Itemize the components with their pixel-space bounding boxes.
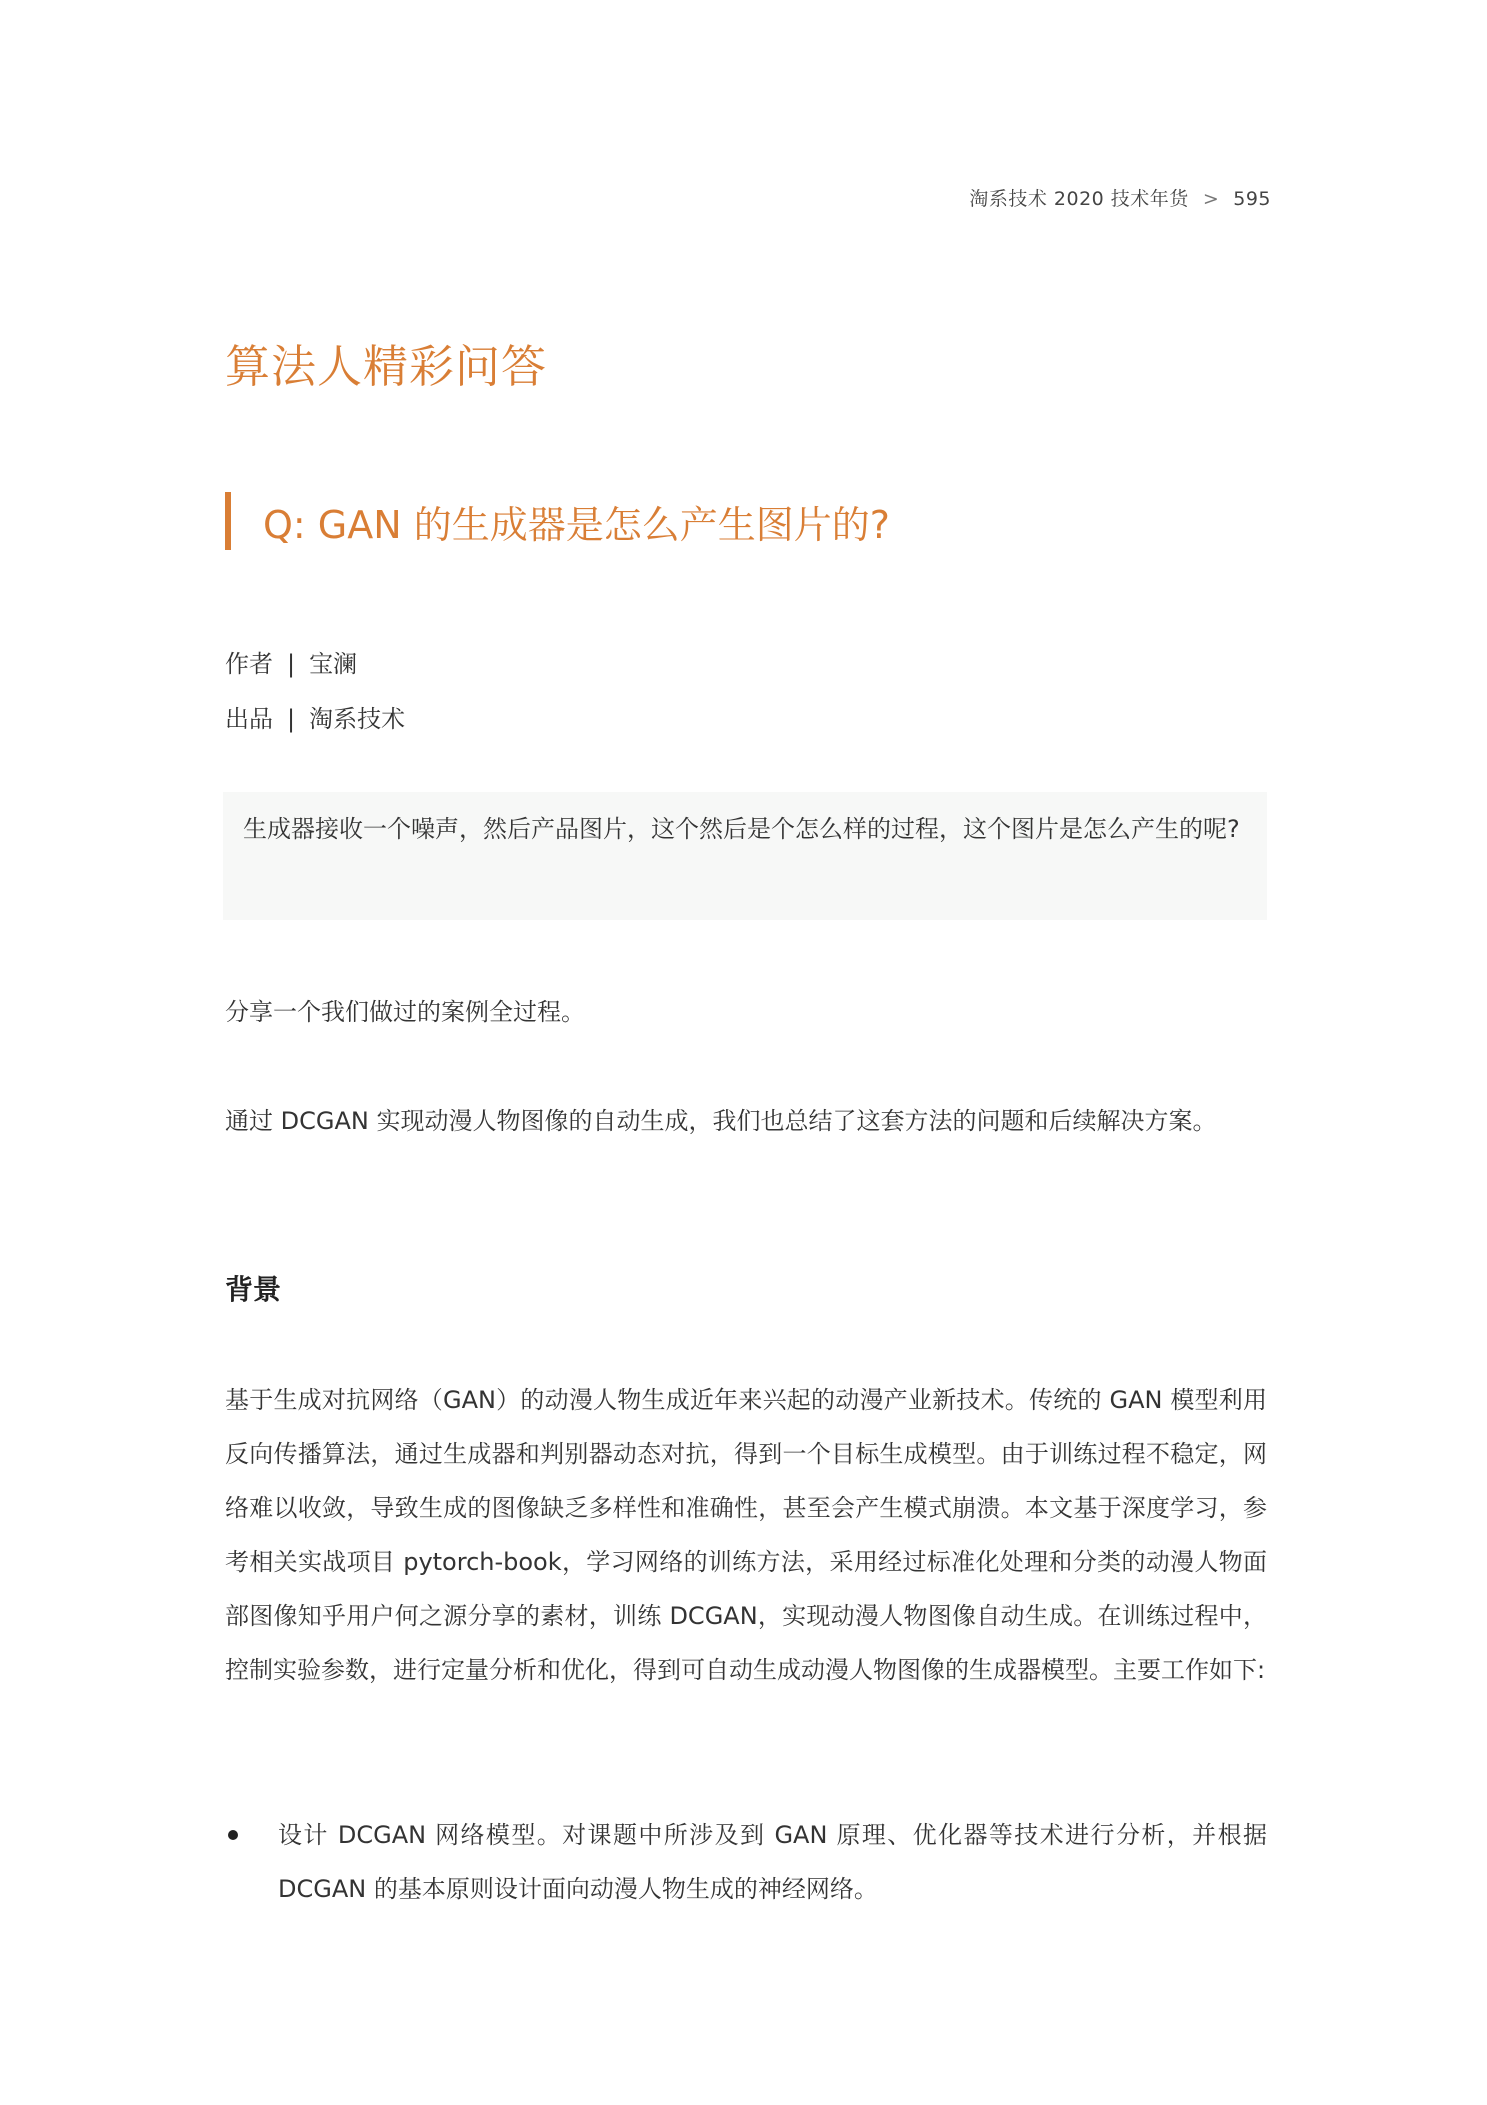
publisher-name: 淘系技术 xyxy=(309,705,406,733)
publisher-pipe: | xyxy=(287,705,296,733)
work-list xyxy=(225,1808,1267,1916)
bullet-icon xyxy=(228,1830,238,1840)
author-pipe: | xyxy=(287,650,296,678)
intro-paragraph: 分享一个我们做过的案例全过程。 xyxy=(225,998,585,1026)
question-title: Q: GAN 的生成器是怎么产生图片的? xyxy=(263,502,890,547)
running-header xyxy=(969,184,1271,211)
list-item xyxy=(225,1808,1267,1916)
question-block xyxy=(225,492,890,550)
publisher-label: 出品 xyxy=(225,705,273,733)
header-separator: > xyxy=(1202,188,1220,210)
page-number: 595 xyxy=(1233,188,1271,210)
book-title: 淘系技术 2020 技术年货 xyxy=(969,188,1189,210)
section-title: 算法人精彩问答 xyxy=(225,340,548,393)
author-name: 宝澜 xyxy=(309,650,358,678)
list-item-text: 设计 DCGAN 网络模型。对课题中所涉及到 GAN 原理、优化器等技术进行分析，并根据 DCGAN 的基本原则设计面向动漫人物生成的神经网络。 xyxy=(278,1821,1267,1903)
background-paragraph: 基于生成对抗网络（GAN）的动漫人物生成近年来兴起的动漫产业新技术。传统的 GAN 模型利用反向传播算法，通过生成器和判别器动态对抗，得到一个目标生成模型。由于训练过程不稳定，网络难以收敛，导致生成的图像缺乏多样性和准确性，甚至会产生模式崩溃。本文基于深度学习，参考相关实战项目 pytorch-book，学习网络的训练方法，采用经过标准化处理和分类的动漫人物面部图像知乎用户何之源分享的素材，训练 DCGAN，实现动漫人物图像自动生成。在训练过程中，控制实验参数，进行定量分析和优化，得到可自动生成动漫人物图像的生成器模型。主要工作如下: xyxy=(225,1386,1267,1684)
publisher-line xyxy=(225,699,405,734)
author-line xyxy=(225,644,357,679)
accent-bar xyxy=(225,492,231,550)
question-quote: 生成器接收一个噪声，然后产品图片，这个然后是个怎么样的过程，这个图片是怎么产生的呢? xyxy=(223,792,1267,920)
background-heading: 背景 xyxy=(225,1273,282,1306)
summary-paragraph: 通过 DCGAN 实现动漫人物图像的自动生成，我们也总结了这套方法的问题和后续解决方案。 xyxy=(225,1107,1217,1135)
author-label: 作者 xyxy=(225,650,273,678)
